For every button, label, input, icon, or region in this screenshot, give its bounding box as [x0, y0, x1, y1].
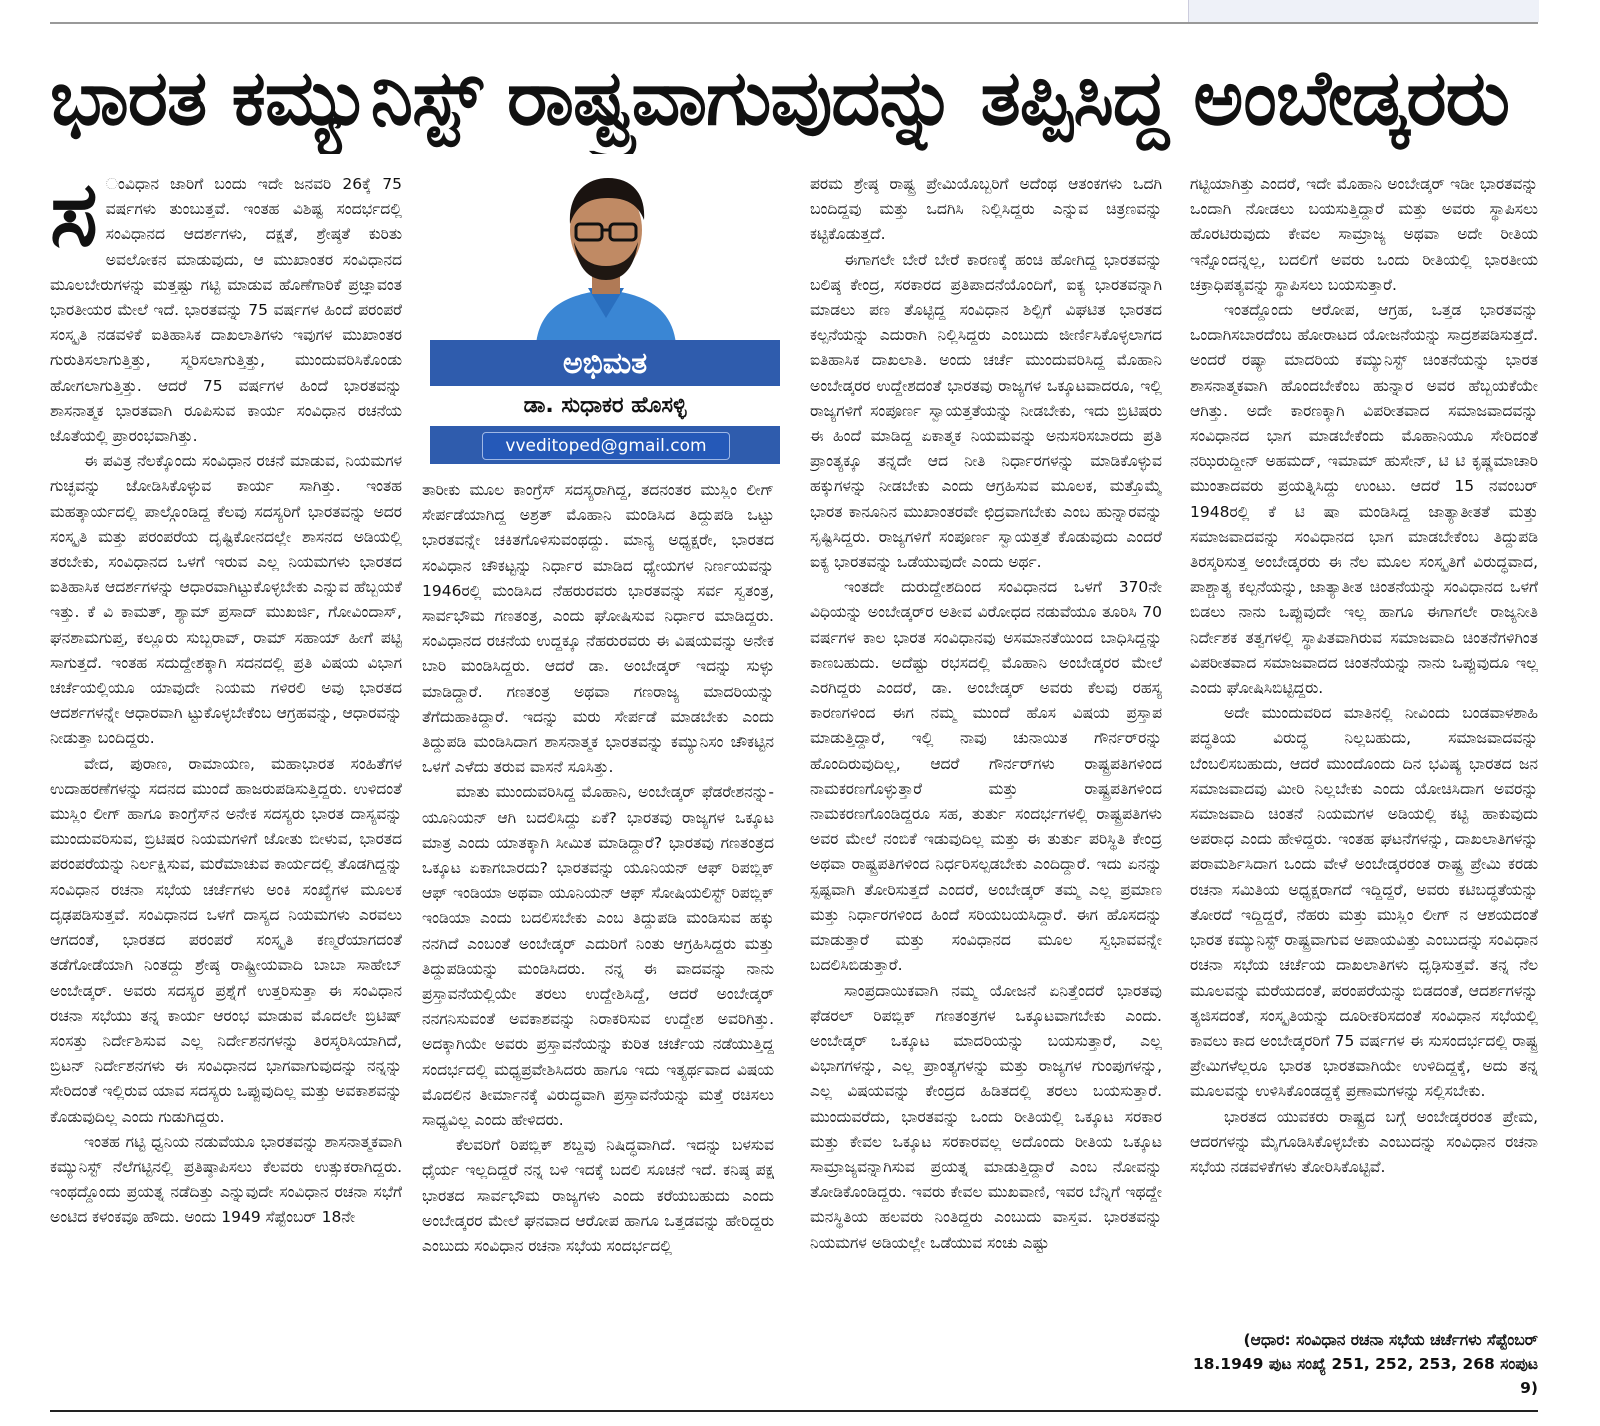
author-box	[430, 168, 780, 464]
paragraph: ಇಂತಹ ಗಟ್ಟಿ ಧ್ವನಿಯ ನಡುವೆಯೂ ಭಾರತವನ್ನು ಶಾಸನಾತ್ಮಕವಾಗಿ ಕಮ್ಯುನಿಸ್ಟ್ ನೆಲೆಗಟ್ಟಿನಲ್ಲಿ ಪ್ರತಿಷ್ಠಾಪಿಸಲು ಕೆಲವರು ಉತ್ಸುಕರಾಗಿದ್ದರು. ಇಂಥದ್ದೊಂದು ಪ್ರಯತ್ನ ನಡೆದಿತ್ತು ಎನ್ನುವುದೇ ಸಂವಿಧಾನ ರಚನಾ ಸಭೆಗೆ ಅಂಟಿದ ಕಳಂಕವೂ ಹೌದು. ಅಂದು 1949 ಸೆಪ್ಟೆಂಬರ್ 18ನೇ	[50, 1132, 402, 1227]
paragraph: ಅದೇ ಮುಂದುವರಿದ ಮಾತಿನಲ್ಲಿ ನೀವಿಂದು ಬಂಡವಾಳಶಾಹಿ ಪದ್ಧತಿಯ ವಿರುದ್ಧ ನಿಲ್ಲಬಹುದು, ಸಮಾಜವಾದವನ್ನು ಬೆಂಬಲಿಸಬಹುದು, ಆದರೆ ಮುಂದೊಂದು ದಿನ ಭವಿಷ್ಯ ಭಾರತದ ಜನ ಸಮಾಜವಾದವು ಮೀರಿ ನಿಲ್ಲಬೇಕು ಎಂದು ಯೋಚಿಸಿದಾಗ ಅವರನ್ನು ಸಮಾಜವಾದಿ ಚಿಂತನೆ ನಿಯಮಗಳ ಅಡಿಯಲ್ಲಿ ಕಟ್ಟಿ ಹಾಕುವುದು ಅಪರಾಧ ಎಂದು ಹೇಳಿದ್ದರು. ಇಂತಹ ಘಟನೆಗಳನ್ನು, ದಾಖಲಾತಿಗಳನ್ನು ಪರಾಮರ್ಶಿಸಿದಾಗ ಒಂದು ವೇಳೆ ಅಂಬೇಡ್ಕರರಂತ ರಾಷ್ಟ್ರ ಪ್ರೇಮಿ ಕರಡು ರಚನಾ ಸಮಿತಿಯ ಅಧ್ಯಕ್ಷರಾಗದೆ ಇದ್ದಿದ್ದರೆ, ಅವರು ಕಟಿಬದ್ಧತೆಯನ್ನು ತೋರದೆ ಇದ್ದಿದ್ದರೆ, ನೆಹರು ಮತ್ತು ಮುಸ್ಲಿಂ ಲೀಗ್ ನ ಆಶಯದಂತೆ ಭಾರತ ಕಮ್ಯುನಿಸ್ಟ್ ರಾಷ್ಟ್ರವಾಗುವ ಅಪಾಯವಿತ್ತು ಎಂಬುದನ್ನು ಸಂವಿಧಾನ ರಚನಾ ಸಭೆಯ ಚರ್ಚೆಯ ದಾಖಲಾತಿಗಳು ಧೃಢಿಸುತ್ತವೆ. ತನ್ನ ನೆಲ ಮೂಲವನ್ನು ಮರೆಯದಂತೆ, ಪರಂಪರೆಯನ್ನು ಬಿಡದಂತೆ, ಆದರ್ಶಗಳನ್ನು ತ್ಯಜಿಸದಂತೆ, ಸಂಸ್ಕೃತಿಯನ್ನು ದೂರೀಕರಿಸದಂತೆ ಸಂವಿಧಾನ ಸಭೆಯಲ್ಲಿ ಕಾವಲು ಕಾದ ಅಂಬೇಡ್ಕರರಿಗೆ 75 ವರ್ಷಗಳ ಈ ಸುಸಂದರ್ಭದಲ್ಲಿ ರಾಷ್ಟ್ರ ಪ್ರೇಮಿಗಳೆಲ್ಲರೂ ಭಾರತ ಭಾರತವಾಗಿಯೇ ಉಳಿದಿದ್ದಕ್ಕೆ, ಅದು ತನ್ನ ಮೂಲವನ್ನು ಉಳಿಸಿಕೊಂಡದ್ದಕ್ಕೆ ಪ್ರಣಾಮಗಳನ್ನು ಸಲ್ಲಿಸಬೇಕು.	[1190, 704, 1538, 1101]
author-photo	[526, 168, 686, 344]
column-label: ಅಭಿಮತ	[562, 346, 648, 381]
column-3	[810, 172, 1162, 1398]
column-2	[422, 478, 774, 1398]
paragraph: ಗಟ್ಟಿಯಾಗಿತ್ತು ಎಂದರೆ, ಇದೇ ಮೊಹಾನಿ ಅಂಬೇಡ್ಕರ್ ಇಡೀ ಭಾರತವನ್ನು ಒಂದಾಗಿ ನೋಡಲು ಬಯಸುತ್ತಿದ್ದಾರೆ ಮತ್ತು ಅವರು ಸ್ಥಾಪಿಸಲು ಹೊರಟಿರುವುದು ಕೇವಲ ಸಾಮ್ರಾಜ್ಯ ಅಥವಾ ಅದೇ ರೀತಿಯ ಇನ್ನೊಂದನ್ನಲ್ಲ, ಬದಲಿಗೆ ಅವರು ಒಂದು ರೀತಿಯಲ್ಲಿ ಭಾರತೀಯ ಚಕ್ರಾಧಿಪತ್ಯವನ್ನು ಸ್ಥಾಪಿಸಲು ಬಯಸುತ್ತಾರೆ.	[1190, 175, 1538, 294]
column-4	[1190, 172, 1538, 1322]
paragraph: ವೇದ, ಪುರಾಣ, ರಾಮಾಯಣ, ಮಹಾಭಾರತ ಸಂಹಿತೆಗಳ ಉದಾಹರಣೆಗಳನ್ನು ಸದನದ ಮುಂದೆ ಹಾಜರುಪಡಿಸುತ್ತಿದ್ದರು. ಉಳಿದಂತೆ ಮುಸ್ಲಿಂ ಲೀಗ್ ಹಾಗೂ ಕಾಂಗ್ರೆಸ್‌ನ ಅನೇಕ ಸದಸ್ಯರು ಭಾರತ ದಾಸ್ಯವನ್ನು ಮುಂದುವರಿಸುವ, ಬ್ರಿಟಿಷರ ನಿಯಮಗಳಿಗೆ ಜೋತು ಬೀಳುವ, ಭಾರತದ ಪರಂಪರೆಯನ್ನು ನಿರ್ಲಕ್ಷಿಸುವ, ಮರೆಮಾಚುವ ಕಾರ್ಯದಲ್ಲಿ ತೊಡಗಿದ್ದನ್ನು ಸಂವಿಧಾನ ರಚನಾ ಸಭೆಯ ಚರ್ಚೆಗಳು ಅಂಕಿ ಸಂಖ್ಯೆಗಳ ಮೂಲಕ ದೃಢಪಡಿಸುತ್ತವೆ. ಸಂವಿಧಾನದ ಒಳಗೆ ದಾಸ್ಯದ ನಿಯಮಗಳು ಎರವಲು ಆಗದಂತೆ, ಭಾರತದ ಪರಂಪರೆ ಸಂಸ್ಕೃತಿ ಕಣ್ಮರೆಯಾಗದಂತೆ ತಡೆಗೋಡೆಯಾಗಿ ನಿಂತದ್ದು ಶ್ರೇಷ್ಠ ರಾಷ್ಟ್ರೀಯವಾದಿ ಬಾಬಾ ಸಾಹೇಬ್ ಅಂಬೇಡ್ಕರ್. ಅವರು ಸದಸ್ಯರ ಪ್ರಶ್ನೆಗೆ ಉತ್ತರಿಸುತ್ತಾ ಈ ಸಂವಿಧಾನ ರಚನಾ ಸಭೆಯು ತನ್ನ ಕಾರ್ಯ ಆರಂಭ ಮಾಡುವ ಮೊದಲೇ ಬ್ರಿಟಿಷ್ ಸಂಸತ್ತು ನಿರ್ದೇಶಿಸುವ ಎಲ್ಲ ನಿರ್ದೇಶನಗಳನ್ನು ತಿರಸ್ಕರಿಸಿಯಾಗಿದೆ, ಬ್ರಿಟನ್ ನಿರ್ದೇಶನಗಳು ಈ ಸಂವಿಧಾನದ ಭಾಗವಾಗುವುದನ್ನು ನನ್ನನ್ನು ಸೇರಿದಂತೆ ಇಲ್ಲಿರುವ ಯಾವ ಸದಸ್ಯರು ಒಪ್ಪುವುದಿಲ್ಲ ಮತ್ತು ಅವಕಾಶವನ್ನು ಕೊಡುವುದಿಲ್ಲ ಎಂದು ಗುಡುಗಿದ್ದರು.	[50, 754, 402, 1126]
paragraph: ಈ ಪವಿತ್ರ ನೆಲಕ್ಕೊಂದು ಸಂವಿಧಾನ ರಚನೆ ಮಾಡುವ, ನಿಯಮಗಳ ಗುಚ್ಛವನ್ನು ಜೋಡಿಸಿಕೊಳ್ಳುವ ಕಾರ್ಯ ಸಾಗಿತ್ತು. ಇಂತಹ ಮಹತ್ಕಾರ್ಯದಲ್ಲಿ ಪಾಲ್ಗೊಂಡಿದ್ದ ಕೆಲವು ಸದಸ್ಯರಿಗೆ ಭಾರತವನ್ನು ಅದರ ಸಂಸ್ಕೃತಿ ಮತ್ತು ಪರಂಪರೆಯ ದೃಷ್ಟಿಕೋನದಲ್ಲೇ ಶಾಸನದ ಅಡಿಯಲ್ಲಿ ತರಬೇಕು, ಸಂವಿಧಾನದ ಒಳಗೆ ಇರುವ ಎಲ್ಲ ನಿಯಮಗಳು ಭಾರತದ ಐತಿಹಾಸಿಕ ಆದರ್ಶಗಳನ್ನು ಆಧಾರವಾಗಿಟ್ಟುಕೊಳ್ಳಬೇಕು ಎನ್ನುವ ಹೆಬ್ಬಯಕೆ ಇತ್ತು. ಕೆ ವಿ ಕಾಮತ್, ಶ್ಯಾಮ್ ಪ್ರಸಾದ್ ಮುಖರ್ಜಿ, ಗೋವಿಂದಾಸ್, ಘನಶಾಮಗುಪ್ತ, ಕಲ್ಲೂರು ಸುಬ್ಬರಾವ್, ರಾಮ್ ಸಹಾಯ್ ಹೀಗೆ ಪಟ್ಟಿ ಸಾಗುತ್ತದೆ. ಇಂತಹ ಸದುದ್ದೇಶಕ್ಕಾಗಿ ಸದನದಲ್ಲಿ ಪ್ರತಿ ವಿಷಯ ವಿಭಾಗ ಚರ್ಚೆಯಲ್ಲಿಯೂ ಯಾವುದೇ ನಿಯಮ ಗಳಿರಲಿ ಅವು ಭಾರತದ ಆದರ್ಶಗಳನ್ನೇ ಆಧಾರವಾಗಿ ಟ್ಟುಕೊಳ್ಳಬೇಕೆಂಬ ಆಗ್ರಹವನ್ನು, ಆಧಾರವನ್ನು ನೀಡುತ್ತಾ ಬಂದಿದ್ದರು.	[50, 452, 402, 748]
bottom-rule	[50, 1410, 1538, 1412]
paragraph: ಕೆಲವರಿಗೆ ರಿಪಬ್ಲಿಕ್ ಶಬ್ದವು ನಿಷಿದ್ಧವಾಗಿದೆ. ಇದನ್ನು ಬಳಸುವ ಧೈರ್ಯ ಇಲ್ಲದಿದ್ದರೆ ನನ್ನ ಬಳಿ ಇದಕ್ಕೆ ಬದಲಿ ಸೂಚನೆ ಇದೆ. ಕನಿಷ್ಠ ಪಕ್ಷ ಭಾರತದ ಸಾರ್ವಭೌಮ ರಾಜ್ಯಗಳು ಎಂದು ಕರೆಯಬಹುದು ಎಂದು ಅಂಬೇಡ್ಕರರ ಮೇಲೆ ಘನವಾದ ಆರೋಪ ಹಾಗೂ ಒತ್ತಡವನ್ನು ಹೇರಿದ್ದರು ಎಂಬುದು ಸಂವಿಧಾನ ರಚನಾ ಸಭೆಯ ಸಂದರ್ಭದಲ್ಲಿ	[422, 1136, 774, 1256]
column-1	[50, 172, 402, 1398]
paragraph: ಮಾತು ಮುಂದುವರಿಸಿದ್ದ ಮೊಹಾನಿ, ಅಂಬೇಡ್ಕರ್ ಫೆಡರೇಶನನ್ನು-ಯೂನಿಯನ್ ಆಗಿ ಬದಲಿಸಿದ್ದು ಏಕೆ? ಭಾರತವು ರಾಜ್ಯಗಳ ಒಕ್ಕೂಟ ಮಾತ್ರ ಎಂದು ಯಾತಕ್ಕಾಗಿ ಸೀಮಿತ ಮಾಡಿದ್ದಾರೆ? ಭಾರತವು ಗಣತಂತ್ರದ ಒಕ್ಕೂಟ ಏಕಾಗಬಾರದು? ಭಾರತವನ್ನು ಯೂನಿಯನ್ ಆಫ್ ರಿಪಬ್ಲಿಕ್ ಆಫ್ ಇಂಡಿಯಾ ಅಥವಾ ಯೂನಿಯನ್ ಆಫ್ ಸೋಷಿಯಲಿಸ್ಟ್ ರಿಪಬ್ಲಿಕ್ ಇಂಡಿಯಾ ಎಂದು ಬದಲಿಸಬೇಕು ಎಂಬ ತಿದ್ದುಪಡಿ ಮಂಡಿಸುವ ಹಕ್ಕು ನನಗಿದೆ ಎಂಬಂತೆ ಅಂಬೇಡ್ಕರ್ ಎದುರಿಗೆ ನಿಂತು ಆಗ್ರಹಿಸಿದ್ದರು ಮತ್ತು ತಿದ್ದುಪಡಿಯನ್ನು ಮಂಡಿಸಿದರು. ನನ್ನ ಈ ವಾದವನ್ನು ನಾನು ಪ್ರಸ್ತಾವನೆಯಲ್ಲಿಯೇ ತರಲು ಉದ್ದೇಶಿಸಿದ್ದೆ, ಆದರೆ ಅಂಬೇಡ್ಕರ್ ನನಗನಿಸುವಂತೆ ಅವಕಾಶವನ್ನು ನಿರಾಕರಿಸುವ ಉದ್ದೇಶ ಅವರಿಗಿತ್ತು. ಅದಕ್ಕಾಗಿಯೇ ಅವರು ಪ್ರಸ್ತಾವನೆಯನ್ನು ಕುರಿತ ಚರ್ಚೆಯ ನಡೆಯುತ್ತಿದ್ದ ಸಂದರ್ಭದಲ್ಲಿ ಮಧ್ಯಪ್ರವೇಶಿಸಿದರು ಹಾಗೂ ಇದು ಇತ್ಯರ್ಥವಾದ ವಿಷಯ ಮೊದಲಿನ ತೀರ್ಮಾನಕ್ಕೆ ವಿರುದ್ಧವಾಗಿ ಪ್ರಸ್ತಾವನೆಯನ್ನು ಮತ್ತೆ ರಚಿಸಲು ಸಾಧ್ಯವಿಲ್ಲ ಎಂದು ಹೇಳಿದರು.	[422, 783, 774, 1130]
paragraph: ಭಾರತದ ಯುವಕರು ರಾಷ್ಟ್ರದ ಬಗ್ಗೆ ಅಂಬೇಡ್ಕರರಂತ ಪ್ರೇಮ, ಆದರಗಳನ್ನು ಮೈಗೂಡಿಸಿಕೊಳ್ಳಬೇಕು ಎಂಬುದನ್ನು ಸಂವಿಧಾನ ರಚನಾ ಸಭೆಯ ನಡವಳಿಕೆಗಳು ತೋರಿಸಿಕೊಟ್ಟಿವೆ.	[1190, 1107, 1538, 1176]
top-rule	[50, 22, 1538, 24]
author-name: ಡಾ. ಸುಧಾಕರ ಹೊಸಳ್ಳಿ	[430, 386, 780, 426]
drop-cap: ಸ	[50, 172, 98, 267]
paragraph: ಪರಮ ಶ್ರೇಷ್ಠ ರಾಷ್ಟ್ರ ಪ್ರೇಮಿಯೊಬ್ಬರಿಗೆ ಅದೆಂಥ ಆತಂಕಗಳು ಒದಗಿ ಬಂದಿದ್ದವು ಮತ್ತು ಒದಗಿಸಿ ನಿಲ್ಲಿಸಿದ್ದರು ಎನ್ನುವ ಚಿತ್ರಣವನ್ನು ಕಟ್ಟಿಕೊಡುತ್ತದೆ.	[810, 175, 1162, 244]
author-email[interactable]: vveditoped@gmail.com	[482, 432, 730, 460]
paragraph: ಇಂತದ್ದೊಂದು ಆರೋಪ, ಆಗ್ರಹ, ಒತ್ತಡ ಭಾರತವನ್ನು ಒಂದಾಗಿಸಬಾರದೆಂಬ ಹೋರಾಟದ ಯೋಜನೆಯನ್ನು ಸಾದ್ರಶಪಡಿಸುತ್ತದೆ. ಅಂದರೆ ರಷ್ಯಾ ಮಾದರಿಯ ಕಮ್ಯುನಿಸ್ಟ್ ಚಿಂತನೆಯನ್ನು ಭಾರತ ಶಾಸನಾತ್ಮಕವಾಗಿ ಹೊಂದಬೇಕೆಂಬ ಹುನ್ನಾರ ಅವರ ಹೆಬ್ಬಯಕೆಯೇ ಆಗಿತ್ತು. ಅದೇ ಕಾರಣಕ್ಕಾಗಿ ವಿಪರೀತವಾದ ಸಮಾಜವಾದವನ್ನು ಸಂವಿಧಾನದ ಭಾಗ ಮಾಡಬೇಕೆಂದು ಮೊಹಾನಿಯೂ ಸೇರಿದಂತೆ ನಝಿರುದ್ದೀನ್ ಅಹಮದ್, ಇಮಾಮ್ ಹುಸೇನ್, ಟಿ ಟಿ ಕೃಷ್ಣಮಾಚಾರಿ ಮುಂತಾದವರು ಪ್ರಯತ್ನಿಸಿದ್ದು ಉಂಟು. ಆದರೆ 15 ನವಂಬರ್ 1948ರಲ್ಲಿ ಕೆ ಟಿ ಷಾ ಮಂಡಿಸಿದ್ದ ಜಾತ್ಯಾತೀತತೆ ಮತ್ತು ಸಮಾಜವಾದವನ್ನು ಸಂವಿಧಾನದ ಭಾಗ ಮಾಡಬೇಕೆಂಬ ತಿದ್ದುಪಡಿ ತಿರಸ್ಕರಿಸುತ್ತ ಅಂಬೇಡ್ಕರರು ಈ ನೆಲ ಮೂಲ ಸಂಸ್ಕೃತಿಗೆ ವಿರುದ್ಧವಾದ, ಪಾಶ್ಚಾತ್ಯ ಕಲ್ಪನೆಯನ್ನು, ಜಾತ್ಯಾತೀತ ಚಿಂತನೆಯನ್ನು ಸಂವಿಧಾನದ ಒಳಗೆ ಬಿಡಲು ನಾನು ಒಪ್ಪುವುದೇ ಇಲ್ಲ ಹಾಗೂ ಈಗಾಗಲೇ ರಾಜ್ಯನೀತಿ ನಿರ್ದೇಶಕ ತತ್ವಗಳಲ್ಲಿ ಸ್ಥಾಪಿತವಾಗಿರುವ ಸಮಾಜವಾದಿ ಚಿಂತನೆಗಳಿಗಿಂತ ವಿಪರೀತವಾದ ಸಮಾಜವಾದದ ಚಿಂತನೆಯನ್ನು ನಾನು ಒಪ್ಪುವುದೂ ಇಲ್ಲ ಎಂದು ಘೋಷಿಸಿಬಿಟ್ಟಿದ್ದರು.	[1190, 301, 1538, 698]
top-strip	[1188, 0, 1539, 22]
paragraph: ತಾರೀಕು ಮೂಲ ಕಾಂಗ್ರೆಸ್ ಸದಸ್ಯರಾಗಿದ್ದ, ತದನಂತರ ಮುಸ್ಲಿಂ ಲೀಗ್ ಸೇರ್ಪಡೆಯಾಗಿದ್ದ ಅಶ್ರತ್ ಮೊಹಾನಿ ಮಂಡಿಸಿದ ತಿದ್ದುಪಡಿ ಒಟ್ಟು ಭಾರತವನ್ನೇ ಚಕಿತಗೊಳಿಸುವಂಥದ್ದು. ಮಾನ್ಯ ಅಧ್ಯಕ್ಷರೇ, ಭಾರತದ ಸಂವಿಧಾನ ಚೌಕಟ್ಟನ್ನು ನಿರ್ಧಾರ ಮಾಡಿದ ಧ್ಯೇಯಗಳ ನಿರ್ಣಯವನ್ನು 1946ರಲ್ಲಿ ಮಂಡಿಸಿದ ನೆಹರುರವರು ಭಾರತವನ್ನು ಸರ್ವ ಸ್ವತಂತ್ರ, ಸಾರ್ವಭೌಮ ಗಣತಂತ್ರ, ಎಂದು ಘೋಷಿಸುವ ನಿರ್ಧಾರ ಮಾಡಿದ್ದರು. ಸಂವಿಧಾನದ ರಚನೆಯ ಉದ್ದಕ್ಕೂ ನೆಹರುರವರು ಈ ವಿಷಯವನ್ನು ಅನೇಕ ಬಾರಿ ಮಂಡಿಸಿದ್ದರು. ಆದರೆ ಡಾ. ಅಂಬೇಡ್ಕರ್ ಇದನ್ನು ಸುಳ್ಳು ಮಾಡಿದ್ದಾರೆ. ಗಣತಂತ್ರ ಅಥವಾ ಗಣರಾಜ್ಯ ಮಾದರಿಯನ್ನು ತೆಗೆದುಹಾಕಿದ್ದಾರೆ. ಇದನ್ನು ಮರು ಸೇರ್ಪಡೆ ಮಾಡಬೇಕು ಎಂದು ತಿದ್ದುಪಡಿ ಮಂಡಿಸಿದಾಗ ಶಾಸನಾತ್ಮಕ ಭಾರತವನ್ನು ಕಮ್ಯುನಿಸಂ ಚೌಕಟ್ಟಿನ ಒಳಗೆ ಎಳೆದು ತರುವ ವಾಸನೆ ಸೂಸಿತ್ತು.	[422, 481, 774, 777]
paragraph: ಈಗಾಗಲೇ ಬೇರೆ ಬೇರೆ ಕಾರಣಕ್ಕೆ ಹಂಚಿ ಹೋಗಿದ್ದ ಭಾರತವನ್ನು ಬಲಿಷ್ಠ ಕೇಂದ್ರ, ಸರಕಾರದ ಪ್ರತಿಪಾದನೆಯೊಂದಿಗೆ, ಐಕ್ಯ ಭಾರತವನ್ನಾಗಿ ಮಾಡಲು ಪಣ ತೊಟ್ಟಿದ್ದ ಸಂವಿಧಾನ ಶಿಲ್ಪಿಗೆ ವಿಘಟಿತ ಭಾರತದ ಕಲ್ಪನೆಯನ್ನು ಎದುರಾಗಿ ನಿಲ್ಲಿಸಿದ್ದರು ಎಂಬುದು ಜೀರ್ಣಿಸಿಕೊಳ್ಳಲಾಗದ ಐತಿಹಾಸಿಕ ದಾಖಲಾತಿ. ಅಂದು ಚರ್ಚೆ ಮುಂದುವರಿಸಿದ್ದ ಮೊಹಾನಿ ಅಂಬೇಡ್ಕರರ ಉದ್ದೇಶದಂತೆ ಭಾರತವು ರಾಜ್ಯಗಳ ಒಕ್ಕೂಟವಾದರೂ, ಇಲ್ಲಿ ರಾಜ್ಯಗಳಿಗೆ ಸಂಪೂರ್ಣ ಸ್ವಾಯತ್ತತೆಯನ್ನು ನೀಡಬೇಕು, ಇದು ಬ್ರಿಟಿಷರು ಈ ಹಿಂದೆ ಮಾಡಿದ್ದ ಏಕಾತ್ಮಕ ನಿಯಮವನ್ನು ಅನುಸರಿಸಬಾರದು ಪ್ರತಿ ಪ್ರಾಂತ್ಯಕ್ಕೂ ತನ್ನದೇ ಆದ ನೀತಿ ನಿರ್ಧಾರಗಳನ್ನು ಮಾಡಿಕೊಳ್ಳುವ ಹಕ್ಕುಗಳನ್ನು ನೀಡಬೇಕು ಎಂದು ಆಗ್ರಹಿಸುವ ಮೂಲಕ, ಮತ್ತೊಮ್ಮೆ ಭಾರತ ಕಾನೂನಿನ ಮುಖಾಂತರವೇ ಛಿದ್ರವಾಗಬೇಕು ಎಂಬ ಹುನ್ನಾರವನ್ನು ಸೃಷ್ಟಿಸಿದ್ದರು. ರಾಜ್ಯಗಳಿಗೆ ಸಂಪೂರ್ಣ ಸ್ವಾಯತ್ತತೆ ಕೊಡುವುದು ಎಂದರೆ ಐಕ್ಯ ಭಾರತವನ್ನು ಒಡೆಯುವುದೇ ಎಂದು ಅರ್ಥ.	[810, 250, 1162, 572]
paragraph: ಇಂತದೇ ದುರುದ್ದೇಶದಿಂದ ಸಂವಿಧಾನದ ಒಳಗೆ 370ನೇ ವಿಧಿಯನ್ನು ಅಂಬೇಡ್ಕರ್‌ರ ಅತೀವ ವಿರೋಧದ ನಡುವೆಯೂ ತೂರಿಸಿ 70 ವರ್ಷಗಳ ಕಾಲ ಭಾರತ ಸಂವಿಧಾನವು ಅಸಮಾನತೆಯಿಂದ ಬಾಧಿಸಿದ್ದನ್ನು ಕಾಣಬಹುದು. ಅದೆಷ್ಟು ರಭಸದಲ್ಲಿ ಮೊಹಾನಿ ಅಂಬೇಡ್ಕರರ ಮೇಲೆ ಎರಗಿದ್ದರು ಎಂದರೆ, ಡಾ. ಅಂಬೇಡ್ಕರ್ ಅವರು ಕೆಲವು ರಹಸ್ಯ ಕಾರಣಗಳಿಂದ ಈಗ ನಮ್ಮ ಮುಂದೆ ಹೊಸ ವಿಷಯ ಪ್ರಸ್ತಾಪ ಮಾಡುತ್ತಿದ್ದಾರೆ, ಇಲ್ಲಿ ನಾವು ಚುನಾಯಿತ ಗೌರ್ನರ್‌ರನ್ನು ಹೊಂದಿರುವುದಿಲ್ಲ, ಆದರೆ ಗೌರ್ನರ್‌ಗಳು ರಾಷ್ಟ್ರಪತಿಗಳಿಂದ ನಾಮಕರಣಗೊಳ್ಳುತ್ತಾರೆ ಮತ್ತು ರಾಷ್ಟ್ರಪತಿಗಳಿಂದ ನಾಮಕರಣಗೊಂಡಿದ್ದರೂ ಸಹ, ತುರ್ತು ಸಂದರ್ಭಗಳಲ್ಲಿ ರಾಷ್ಟ್ರಪತಿಗಳು ಅವರ ಮೇಲೆ ನಂಬಿಕೆ ಇಡುವುದಿಲ್ಲ ಮತ್ತು ಈ ತುರ್ತು ಪರಿಸ್ಥಿತಿ ಕೇಂದ್ರ ಅಥವಾ ರಾಷ್ಟ್ರಪತಿಗಳಿಂದ ನಿರ್ಧರಿಸಲ್ಪಡಬೇಕು ಎಂದಿದ್ದಾರೆ. ಇದು ಏನನ್ನು ಸ್ಪಷ್ಟವಾಗಿ ತೋರಿಸುತ್ತದೆ ಎಂದರೆ, ಅಂಬೇಡ್ಕರ್ ತಮ್ಮ ಎಲ್ಲ ಪ್ರಮಾಣ ಮತ್ತು ನಿರ್ಧಾರಗಳಿಂದ ಹಿಂದೆ ಸರಿಯಬಯಸಿದ್ದಾರೆ. ಈಗ ಹೊಸದನ್ನು ಮಾಡುತ್ತಾರೆ ಮತ್ತು ಸಂವಿಧಾನದ ಮೂಲ ಸ್ವಭಾವವನ್ನೇ ಬದಲಿಸಿಬಿಡುತ್ತಾರೆ.	[810, 578, 1162, 975]
paragraph: ಂವಿಧಾನ ಜಾರಿಗೆ ಬಂದು ಇದೇ ಜನವರಿ 26ಕ್ಕೆ 75 ವರ್ಷಗಳು ತುಂಬುತ್ತವೆ. ಇಂತಹ ವಿಶಿಷ್ಟ ಸಂದರ್ಭದಲ್ಲಿ ಸಂವಿಧಾನದ ಆದರ್ಶಗಳು, ದಕ್ಷತೆ, ಶ್ರೇಷ್ಠತೆ ಕುರಿತು ಅವಲೋಕನ ಮಾಡುವುದು, ಆ ಮುಖಾಂತರ ಸಂವಿಧಾನದ ಮೂಲಬೇರುಗಳನ್ನು ಮತ್ತಷ್ಟು ಗಟ್ಟಿ ಮಾಡುವ ಹೊಣೆಗಾರಿಕೆ ಪ್ರಜ್ಞಾವಂತ ಭಾರತೀಯರ ಮೇಲೆ ಇದೆ. ಭಾರತವನ್ನು 75 ವರ್ಷಗಳ ಹಿಂದೆ ಪರಂಪರೆ ಸಂಸ್ಕೃತಿ ನಡವಳಿಕೆ ಐತಿಹಾಸಿಕ ದಾಖಲಾತಿಗಳು ಇವುಗಳ ಮುಖಾಂತರ ಗುರುತಿಸಲಾಗುತ್ತಿತ್ತು, ಸ್ಮರಿಸಲಾಗುತ್ತಿತ್ತು, ಮುಂದುವರಿಸಿಕೊಂಡು ಹೋಗಲಾಗುತ್ತಿತ್ತು. ಆದರೆ 75 ವರ್ಷಗಳ ಹಿಂದೆ ಭಾರತವನ್ನು ಶಾಸನಾತ್ಮಕ ಭಾರತವಾಗಿ ರೂಪಿಸುವ ಕಾರ್ಯ ಸಂವಿಧಾನ ರಚನೆಯ ಜೊತೆಯಲ್ಲಿ ಪ್ರಾರಂಭವಾಗಿತ್ತು.	[50, 175, 402, 446]
headline: ಭಾರತ ಕಮ್ಯುನಿಸ್ಟ್ ರಾಷ್ಟ್ರವಾಗುವುದನ್ನು ತಪ್ಪಿಸಿದ್ದ ಅಂಬೇಡ್ಕರರು	[50, 53, 1509, 142]
paragraph: ಸಾಂಪ್ರದಾಯಿಕವಾಗಿ ನಮ್ಮ ಯೋಜನೆ ಏನಿತ್ತೆಂದರೆ ಭಾರತವು ಫೆಡರಲ್ ರಿಪಬ್ಲಿಕ್ ಗಣತಂತ್ರಗಳ ಒಕ್ಕೂಟವಾಗಬೇಕು ಎಂದು. ಅಂಬೇಡ್ಕರ್ ಒಕ್ಕೂಟ ಮಾದರಿಯನ್ನು ಬಯಸುತ್ತಾರೆ, ಎಲ್ಲ ವಿಭಾಗಗಳನ್ನು, ಎಲ್ಲ ಪ್ರಾಂತ್ಯಗಳನ್ನು ಮತ್ತು ರಾಜ್ಯಗಳ ಗುಂಪುಗಳನ್ನು, ಎಲ್ಲ ವಿಷಯವನ್ನು ಕೇಂದ್ರದ ಹಿಡಿತದಲ್ಲಿ ತರಲು ಬಯಸುತ್ತಾರೆ. ಮುಂದುವರೆದು, ಭಾರತವನ್ನು ಒಂದು ರೀತಿಯಲ್ಲಿ ಒಕ್ಕೂಟ ಸರಕಾರ ಮತ್ತು ಕೇವಲ ಒಕ್ಕೂಟ ಸರಕಾರವಲ್ಲ ಅದೊಂದು ರೀತಿಯ ಒಕ್ಕೂಟ ಸಾಮ್ರಾಜ್ಯವನ್ನಾಗಿಸುವ ಪ್ರಯತ್ನ ಮಾಡುತ್ತಿದ್ದಾರೆ ಎಂಬ ನೋವನ್ನು ತೋಡಿಕೊಂಡಿದ್ದರು. ಇವರು ಕೇವಲ ಮುಖವಾಣಿ, ಇವರ ಬೆನ್ನಿಗೆ ಇಥದ್ದೇ ಮನಸ್ಥಿತಿಯ ಹಲವರು ನಿಂತಿದ್ದರು ಎಂಬುದು ವಾಸ್ತವ. ಭಾರತವನ್ನು ನಿಯಮಗಳ ಅಡಿಯಲ್ಲೇ ಒಡೆಯುವ ಸಂಚು ಎಷ್ಟು	[810, 981, 1162, 1252]
source-note: (ಆಧಾರ: ಸಂವಿಧಾನ ರಚನಾ ಸಭೆಯ ಚರ್ಚೆಗಳು ಸೆಪ್ಟೆಂಬರ್ 18.1949 ಪುಟ ಸಂಖ್ಯೆ 251, 252, 253, 268 ಸಂಪುಟ 9)	[1192, 1331, 1538, 1397]
